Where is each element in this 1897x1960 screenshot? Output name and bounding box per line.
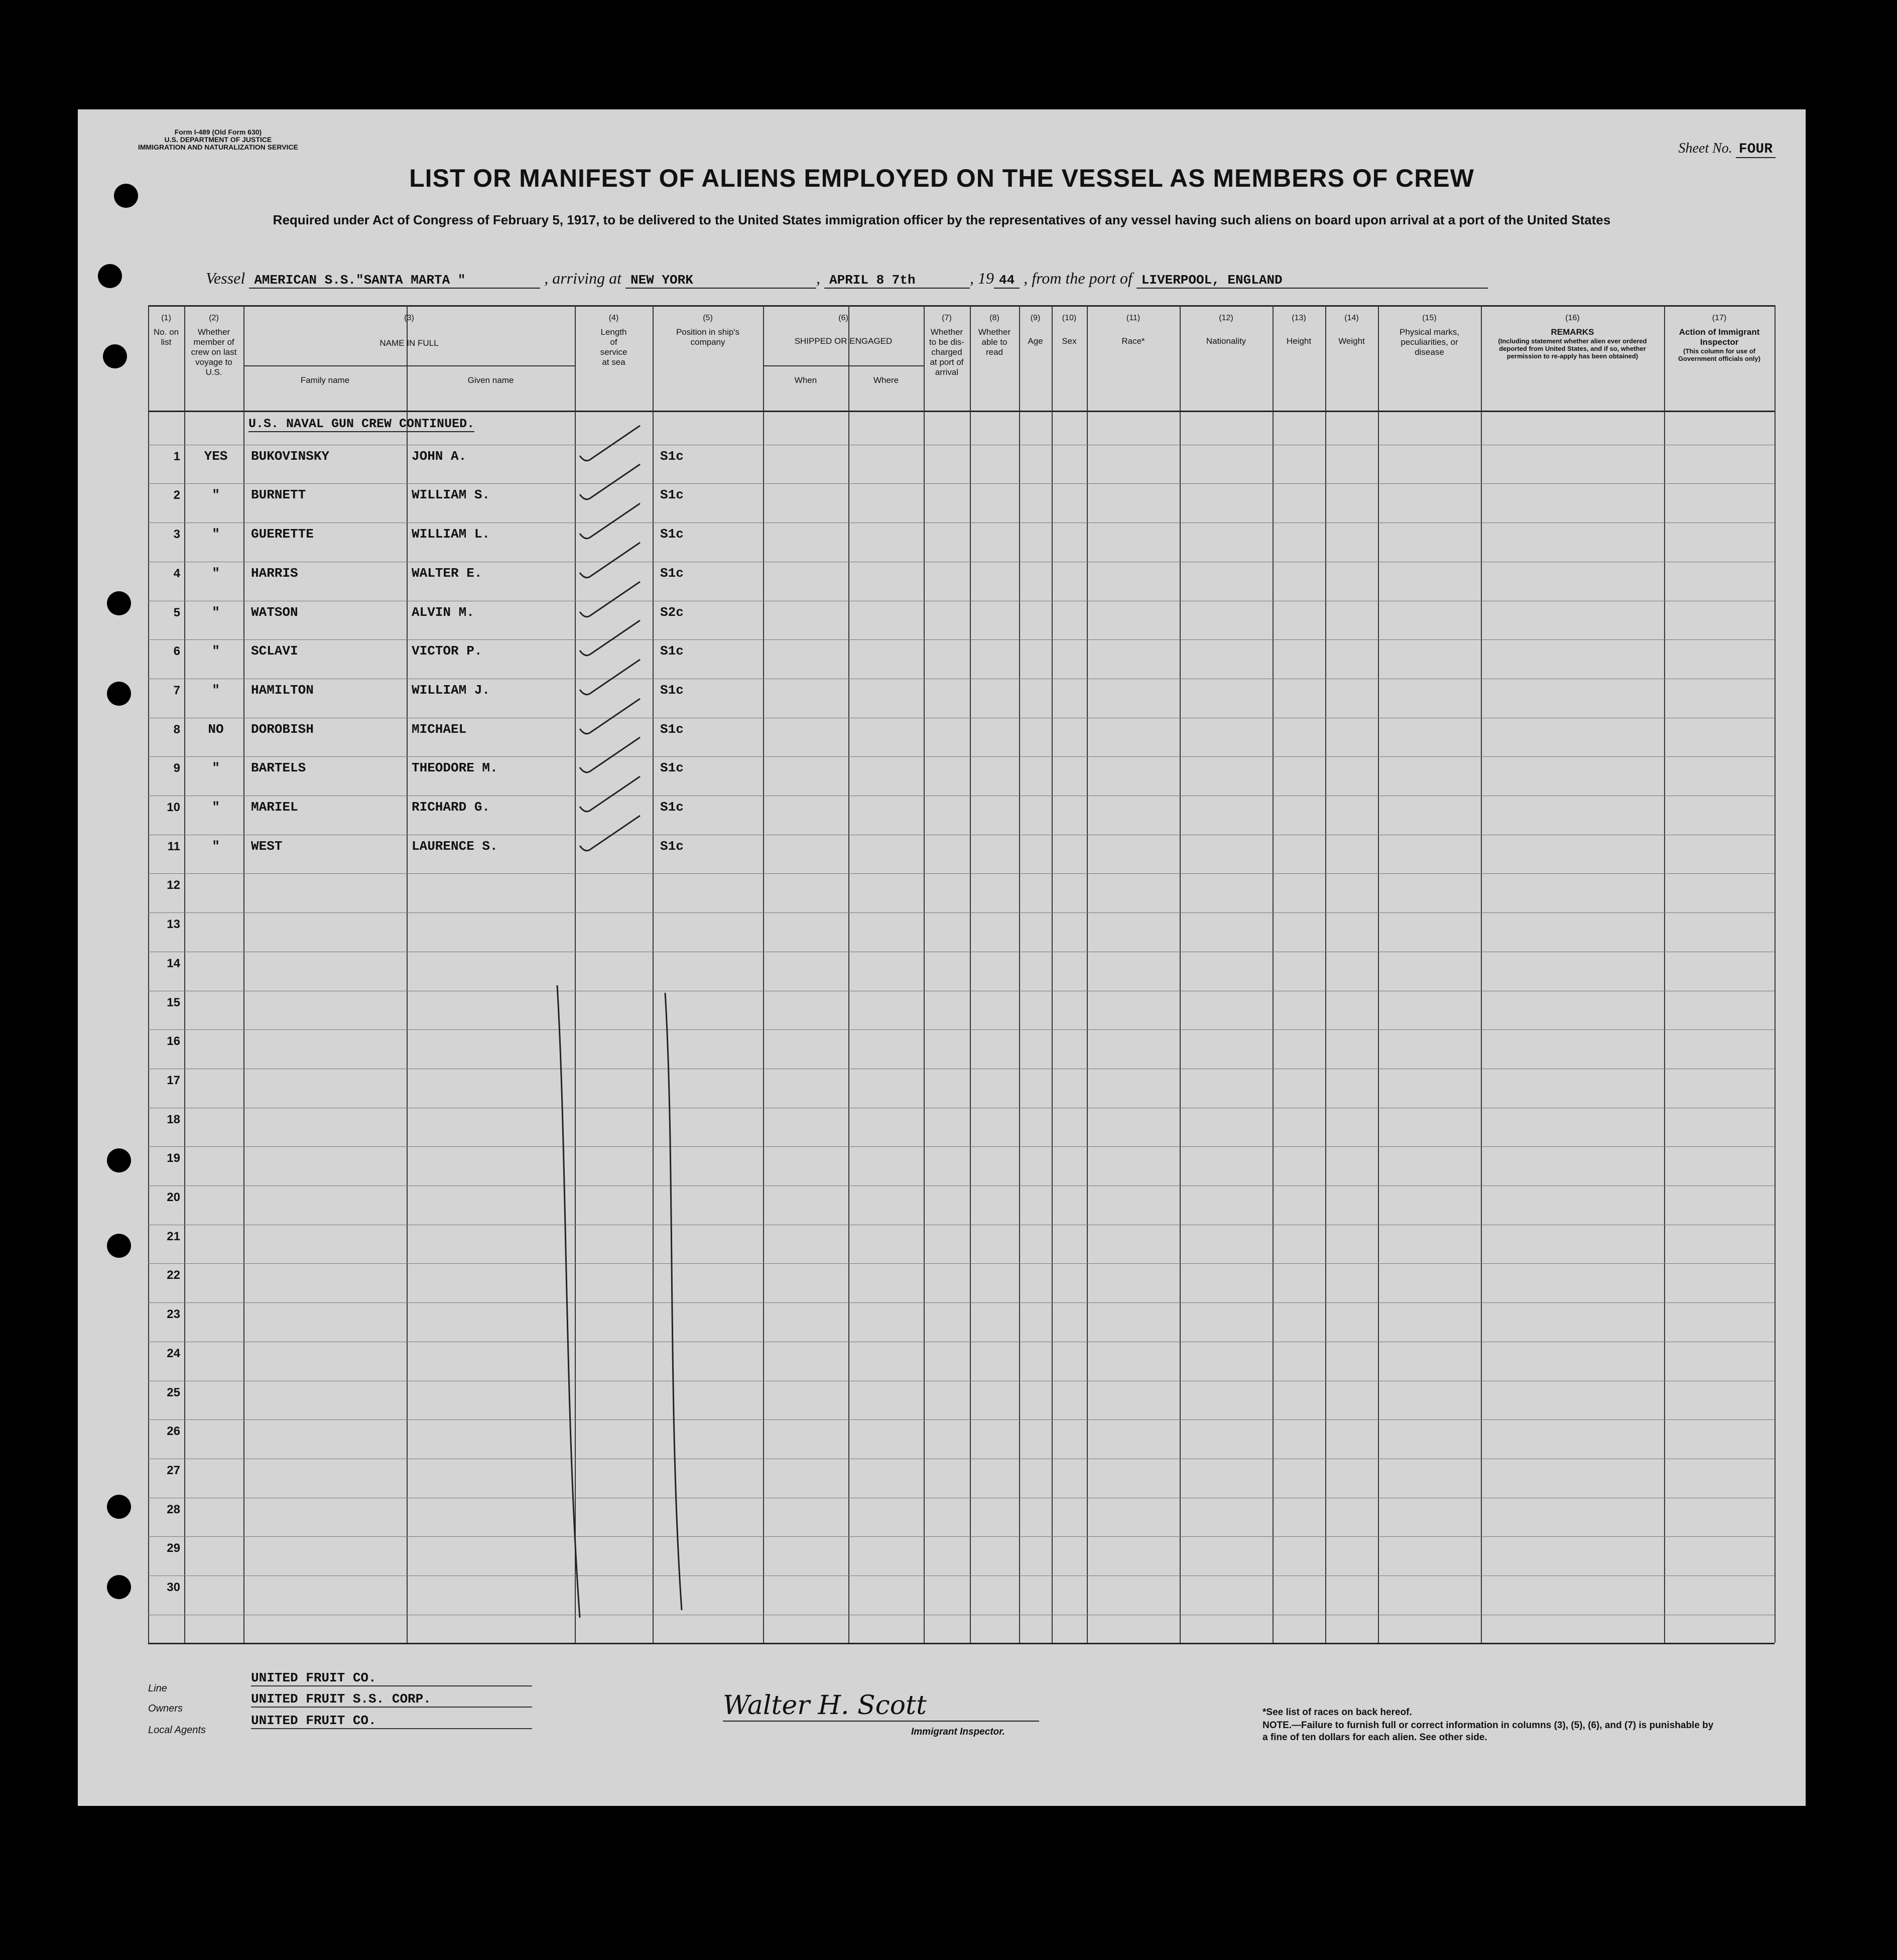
given-name-cell: ALVIN M. — [412, 605, 474, 620]
agents-value: UNITED FRUIT CO. — [251, 1713, 532, 1729]
given-name-cell: WALTER E. — [412, 566, 482, 581]
check-mark — [580, 776, 640, 812]
race-note: *See list of races on back hereof. — [1262, 1707, 1412, 1718]
header-race: (11) Race* — [1121, 314, 1145, 346]
last-voyage-cell: " — [212, 527, 220, 542]
inspector-label: Immigrant Inspector. — [911, 1727, 1005, 1737]
check-mark — [580, 582, 640, 617]
check-mark — [580, 816, 640, 851]
family-name-cell: WATSON — [251, 605, 298, 620]
header-remarks: (16) REMARKS (Including statement whether alien ever ordered deported from United States, and if so, whether permission to re-apply has been obtained) — [1498, 314, 1647, 360]
header-inspector-action: (17) Action of Immigrant Inspector (This column for use of Government officials only) — [1678, 314, 1760, 362]
check-mark — [580, 699, 640, 734]
inspector-signature: Walter H. Scott — [723, 1690, 1039, 1722]
last-voyage-cell: " — [212, 839, 220, 854]
row-number: 29 — [167, 1541, 180, 1555]
family-name-cell: BARTELS — [251, 760, 306, 775]
given-name-cell: LAURENCE S. — [412, 839, 498, 854]
family-name-cell: HAMILTON — [251, 683, 314, 698]
header-weight: (14) Weight — [1338, 314, 1365, 346]
check-mark — [580, 620, 640, 656]
header-age: (9) Age — [1028, 314, 1043, 346]
header-physical-marks: (15) Physical marks, peculiarities, or disease — [1399, 314, 1460, 357]
row-number: 20 — [167, 1191, 180, 1204]
sheet-label: Sheet No. — [1678, 141, 1732, 156]
row-number: 4 — [173, 567, 180, 580]
row-number: 13 — [167, 918, 180, 931]
row-number: 30 — [167, 1581, 180, 1594]
handwriting-marks — [148, 305, 1775, 1643]
header-able-to-read: (8) Whether able to read — [978, 314, 1011, 357]
last-voyage-cell: " — [212, 605, 220, 620]
position-cell: S1c — [660, 566, 684, 581]
position-cell: S1c — [660, 839, 684, 854]
section-heading: U.S. NAVAL GUN CREW CONTINUED. — [248, 417, 475, 431]
punch-hole — [107, 1495, 131, 1519]
position-cell: S1c — [660, 487, 684, 502]
header-position: (5) Position in ship's company — [676, 314, 740, 347]
arrival-date: APRIL 8 7th — [824, 273, 970, 289]
last-voyage-cell: YES — [204, 449, 228, 464]
header-shipped-or-engaged: (6) SHIPPED OR ENGAGED — [794, 314, 893, 346]
check-mark — [580, 737, 640, 772]
row-number: 1 — [173, 450, 180, 463]
check-mark — [580, 503, 640, 539]
vessel-label: Vessel — [206, 269, 245, 287]
row-number: 15 — [167, 996, 180, 1009]
check-mark — [580, 543, 640, 578]
row-number: 9 — [173, 761, 180, 775]
last-voyage-cell: " — [212, 683, 220, 698]
header-sex: (10) Sex — [1062, 314, 1077, 346]
family-name-cell: GUERETTE — [251, 527, 314, 542]
row-number: 19 — [167, 1151, 180, 1165]
from-label: , from the port of — [1024, 269, 1132, 287]
header-name-in-full: (3) NAME IN FULL — [380, 314, 439, 348]
vessel-line: Vessel AMERICAN S.S."SANTA MARTA " , arriving at NEW YORK , APRIL 8 7th , 19 44 , from the port of LIVERPOOL, ENGLAND — [206, 269, 1488, 289]
arrival-port: NEW YORK — [625, 273, 816, 289]
given-name-cell: WILLIAM S. — [412, 487, 490, 502]
position-cell: S1c — [660, 527, 684, 542]
row-number: 5 — [173, 606, 180, 619]
punch-hole — [103, 344, 127, 368]
sheet-value: FOUR — [1736, 142, 1776, 158]
row-number: 7 — [173, 684, 180, 697]
sheet-number — [1678, 141, 1776, 157]
page-title: LIST OR MANIFEST OF ALIENS EMPLOYED ON THE VESSEL AS MEMBERS OF CREW — [409, 164, 1474, 192]
header-no-on-list: (1) No. on list — [153, 314, 179, 347]
row-number: 10 — [167, 801, 180, 814]
given-name-cell: MICHAEL — [412, 722, 467, 737]
header-length-of-service: (4) Length of service at sea — [600, 314, 627, 367]
position-cell: S1c — [660, 800, 684, 815]
header-when: When — [794, 375, 817, 385]
agents-label: Local Agents — [148, 1725, 206, 1736]
line-label: Line — [148, 1683, 167, 1694]
punch-hole — [107, 682, 131, 706]
position-cell: S2c — [660, 605, 684, 620]
header-family-name: Family name — [300, 375, 350, 385]
family-name-cell: BUKOVINSKY — [251, 449, 330, 464]
row-number: 17 — [167, 1074, 180, 1087]
row-number: 16 — [167, 1034, 180, 1048]
row-number: 18 — [167, 1113, 180, 1126]
check-mark — [580, 464, 640, 499]
header-nationality: (12) Nationality — [1206, 314, 1246, 346]
header-last-voyage: (2) Whether member of crew on last voyage to U.S. — [191, 314, 237, 377]
last-voyage-cell: NO — [208, 722, 224, 737]
family-name-cell: MARIEL — [251, 800, 298, 815]
row-number: 24 — [167, 1347, 180, 1360]
manifest-sheet — [78, 109, 1806, 1806]
check-mark — [580, 426, 640, 461]
position-cell: S1c — [660, 683, 684, 698]
header-given-name: Given name — [467, 375, 514, 385]
page-subtitle: Required under Act of Congress of February 5, 1917, to be delivered to the United States immigration officer by the representatives of any vessel having such aliens on board upon arrival at a port of the United States — [273, 212, 1611, 227]
punch-hole — [107, 591, 131, 615]
position-cell: S1c — [660, 722, 684, 737]
given-name-cell: WILLIAM J. — [412, 683, 490, 698]
row-number: 25 — [167, 1386, 180, 1399]
last-voyage-cell: " — [212, 566, 220, 581]
header-discharged: (7) Whether to be dis-charged at port of arrival — [929, 314, 964, 377]
row-number: 8 — [173, 723, 180, 736]
punch-hole — [107, 1575, 131, 1599]
given-name-cell: THEODORE M. — [412, 760, 498, 775]
arriving-label: , arriving at — [544, 269, 621, 287]
owners-value: UNITED FRUIT S.S. CORP. — [251, 1691, 532, 1708]
header-where: Where — [873, 375, 899, 385]
given-name-cell: WILLIAM L. — [412, 527, 490, 542]
punch-hole — [98, 264, 122, 288]
position-cell: S1c — [660, 760, 684, 775]
header-height: (13) Height — [1286, 314, 1312, 346]
last-voyage-cell: " — [212, 487, 220, 502]
given-name-cell: VICTOR P. — [412, 643, 482, 659]
family-name-cell: DOROBISH — [251, 722, 314, 737]
family-name-cell: SCLAVI — [251, 643, 298, 659]
row-number: 3 — [173, 528, 180, 541]
row-number: 2 — [173, 488, 180, 502]
row-number: 14 — [167, 957, 180, 970]
punch-hole — [107, 1148, 131, 1172]
departure-port: LIVERPOOL, ENGLAND — [1136, 273, 1488, 289]
last-voyage-cell: " — [212, 760, 220, 775]
vessel-name: AMERICAN S.S."SANTA MARTA " — [249, 273, 540, 289]
row-number: 22 — [167, 1268, 180, 1282]
last-voyage-cell: " — [212, 643, 220, 659]
row-number: 23 — [167, 1308, 180, 1321]
row-number: 21 — [167, 1230, 180, 1243]
family-name-cell: HARRIS — [251, 566, 298, 581]
owners-label: Owners — [148, 1703, 183, 1714]
last-voyage-cell: " — [212, 800, 220, 815]
row-number: 28 — [167, 1503, 180, 1516]
penalty-note: NOTE.—Failure to furnish full or correct information in columns (3), (5), (6), and (7) is punishable by a fine of ten dollars for each alien. See other side. — [1262, 1720, 1714, 1743]
family-name-cell: BURNETT — [251, 487, 306, 502]
given-name-cell: JOHN A. — [412, 449, 467, 464]
row-number: 26 — [167, 1424, 180, 1438]
given-name-cell: RICHARD G. — [412, 800, 490, 815]
form-number: Form I-489 (Old Form 630) U.S. DEPARTMENT OF JUSTICE IMMIGRATION AND NATURALIZATION SERVICE — [138, 128, 298, 151]
family-name-cell: WEST — [251, 839, 283, 854]
year-prefix: , 19 — [969, 269, 994, 287]
line-value: UNITED FRUIT CO. — [251, 1670, 532, 1686]
row-number: 27 — [167, 1464, 180, 1477]
punch-hole — [107, 1234, 131, 1258]
row-number: 12 — [167, 878, 180, 892]
position-cell: S1c — [660, 449, 684, 464]
check-mark — [580, 660, 640, 695]
position-cell: S1c — [660, 643, 684, 659]
row-number: 11 — [167, 840, 180, 853]
arrival-year: 44 — [994, 273, 1020, 289]
crew-table — [148, 305, 1775, 1643]
row-number: 6 — [173, 644, 180, 658]
